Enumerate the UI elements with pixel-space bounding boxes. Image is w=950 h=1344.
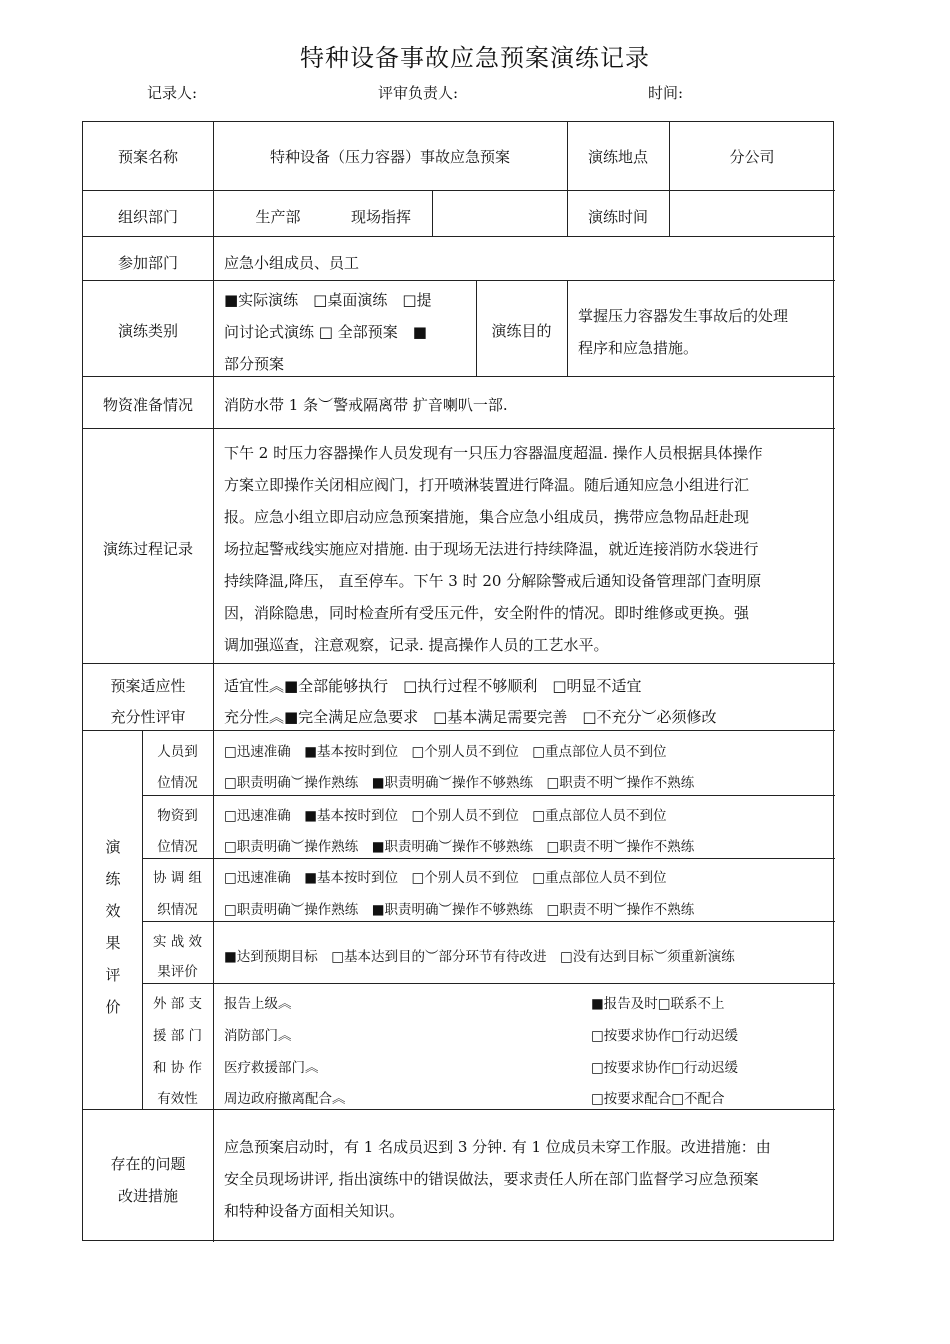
process-line: 下午 2 时压力容器操作人员发现有一只压力容器温度超温. 操作人员根据具体操作: [224, 444, 763, 462]
personnel-label: 人员到: [157, 744, 198, 760]
personnel-options: □迅速准确 ■基本按时到位 □个别人员不到位 □重点部位人员不到位: [224, 744, 667, 760]
process-line: 因，消除隐患，同时检查所有受压元件，安全附件的情况。即时维修或更换。强: [224, 604, 750, 622]
supplies-options: □职责明确︶操作熟练 ■职责明确︶操作不够熟练 □职责不明︶操作不熟练: [224, 839, 695, 855]
materials-value: 消防水带 1 条︶警戒隔离带 扩音喇叭一部.: [224, 396, 508, 414]
materials-label: 物资准备情况: [102, 396, 193, 414]
external-row-right: ■报告及时□联系不上: [591, 996, 725, 1012]
external-row-right: □按要求配合□不配合: [591, 1091, 725, 1107]
personnel-label: 位情况: [157, 775, 198, 791]
process-line: 调加强巡查，注意观察，记录. 提高操作人员的工艺水平。: [224, 636, 609, 654]
sufficiency-label: 充分性评审: [110, 708, 186, 726]
commander-label: 现场指挥: [351, 208, 412, 226]
page-title: 特种设备事故应急预案演练记录: [300, 44, 650, 72]
drill-category-line: 问讨论式演练 □ 全部预案 ■: [224, 323, 427, 341]
issues-label: 存在的问题: [110, 1155, 186, 1173]
drill-time-label: 演练时间: [587, 208, 648, 226]
combat-effect-label: 果评价: [157, 964, 198, 980]
external-support-label: 有效性: [157, 1091, 198, 1107]
supplies-label: 物资到: [157, 808, 198, 824]
external-row-right: □按要求协作□行动迟缓: [591, 1028, 739, 1044]
org-dept-value: 生产部: [255, 208, 301, 226]
coordination-options: □职责明确︶操作熟练 ■职责明确︶操作不够熟练 □职责不明︶操作不熟练: [224, 902, 695, 918]
effect-label-char: 价: [105, 998, 121, 1016]
external-row-left: 周边政府撤离配合︽: [224, 1091, 346, 1107]
external-support-label: 和 协 作: [152, 1060, 203, 1076]
effect-label-char: 果: [105, 934, 121, 952]
issues-line: 安全员现场讲评, 指出演练中的错误做法，要求责任人所在部门监督学习应急预案: [224, 1170, 759, 1188]
process-line: 方案立即操作关闭相应阀门，打开喷淋装置进行降温。随后通知应急小组进行汇: [224, 476, 750, 494]
process-line: 持续降温,降压， 直至停车。下午 3 时 20 分解除警戒后通知设备管理部门查明原: [224, 572, 762, 590]
issues-line: 应急预案启动时，有 1 名成员迟到 3 分钟. 有 1 位成员未穿工作服。改进措施：由: [224, 1138, 771, 1156]
improvements-label: 改进措施: [117, 1187, 178, 1205]
drill-purpose-line: 程序和应急措施。: [578, 339, 699, 357]
reviewer-label: 评审负责人:: [378, 84, 459, 102]
combat-effect-label: 实 战 效: [152, 934, 203, 950]
process-line: 场拉起警戒线实施应对措施. 由于现场无法进行持续降温，就近连接消防水袋进行: [224, 540, 759, 558]
external-support-label: 外 部 支: [152, 996, 203, 1012]
participating-dept-label: 参加部门: [117, 254, 178, 272]
personnel-options: □职责明确︶操作熟练 ■职责明确︶操作不够熟练 □职责不明︶操作不熟练: [224, 775, 695, 791]
plan-name-label: 预案名称: [117, 148, 178, 166]
external-row-left: 消防部门︽: [224, 1028, 292, 1044]
effect-label-char: 演: [105, 838, 121, 856]
effect-label-char: 效: [105, 902, 121, 920]
coordination-label: 协 调 组: [152, 870, 203, 886]
issues-line: 和特种设备方面相关知识。: [224, 1202, 405, 1220]
coordination-options: □迅速准确 ■基本按时到位 □个别人员不到位 □重点部位人员不到位: [224, 870, 667, 886]
effect-label-char: 练: [105, 870, 121, 888]
process-record-label: 演练过程记录: [102, 540, 193, 558]
drill-category-line: 部分预案: [224, 355, 285, 373]
drill-purpose-line: 掌握压力容器发生事故后的处理: [578, 307, 789, 325]
recorder-label: 记录人:: [147, 84, 198, 102]
combat-effect-options: ■达到预期目标 □基本达到目的︶部分环节有待改进 □没有达到目标︶须重新演练: [224, 949, 735, 965]
record-table: [82, 121, 834, 1241]
external-row-left: 报告上级︽: [224, 996, 292, 1012]
time-label: 时间:: [648, 84, 684, 102]
drill-location-value: 分公司: [729, 148, 775, 166]
external-support-label: 援 部 门: [152, 1028, 203, 1044]
process-line: 报。应急小组立即启动应急预案措施，集合应急小组成员，携带应急物品赶赴现: [224, 508, 750, 526]
suitability-label: 预案适应性: [110, 677, 186, 695]
external-row-right: □按要求协作□行动迟缓: [591, 1060, 739, 1076]
suitability-options: 适宜性︽■全部能够执行 □执行过程不够顺利 □明显不适宜: [224, 677, 642, 695]
org-dept-label: 组织部门: [117, 208, 178, 226]
sufficiency-options: 充分性︽■完全满足应急要求 □基本满足需要完善 □不充分︶必须修改: [224, 708, 717, 726]
effect-label-char: 评: [105, 966, 121, 984]
participating-dept-value: 应急小组成员、员工: [224, 254, 360, 272]
plan-name-value: 特种设备（压力容器）事故应急预案: [269, 148, 510, 166]
external-row-left: 医疗救援部门︽: [224, 1060, 319, 1076]
supplies-label: 位情况: [157, 839, 198, 855]
drill-location-label: 演练地点: [587, 148, 648, 166]
drill-category-label: 演练类别: [117, 322, 178, 340]
supplies-options: □迅速准确 ■基本按时到位 □个别人员不到位 □重点部位人员不到位: [224, 808, 667, 824]
drill-purpose-label: 演练目的: [491, 322, 552, 340]
drill-category-line: ■实际演练 □桌面演练 □提: [224, 291, 432, 309]
coordination-label: 织情况: [157, 902, 198, 918]
